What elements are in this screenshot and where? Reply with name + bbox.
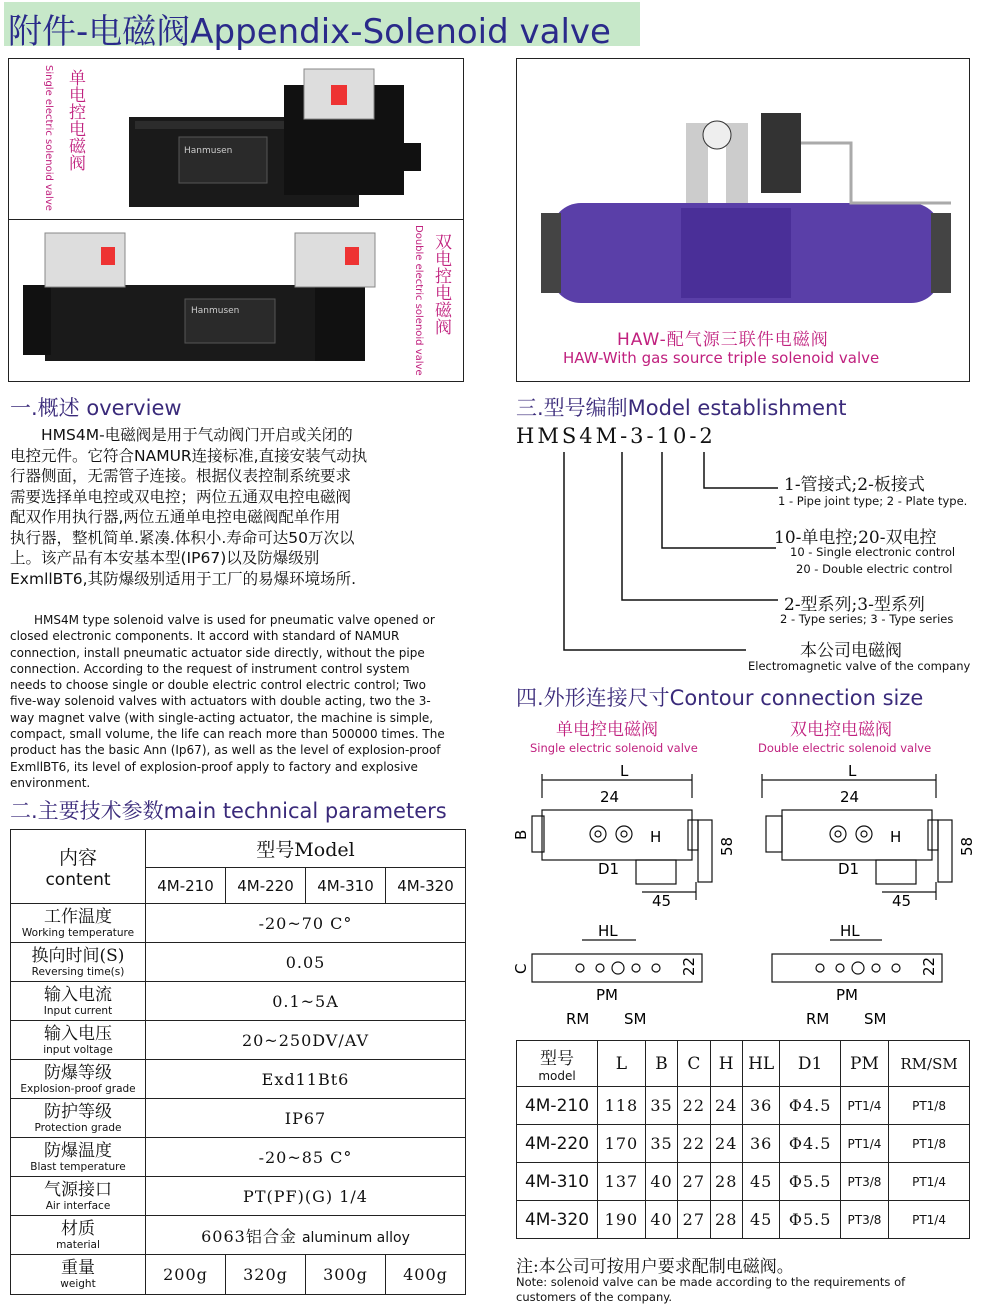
model-col: 4M-220: [226, 868, 306, 904]
content-header: 内容 content: [11, 830, 146, 904]
model-code-diagram: [516, 450, 796, 660]
overview-cn-text: HMS4M-电磁阀是用于气动阀门开启或关闭的 电控元件。它符合NAMUR连接标准,直接安装气动执 行器侧面，无需管子连接。根据仪表控制系统要求 需要选择单电控或双电控；两位五通双电控电磁阀 配双作用执行器,两位五通单电控电磁阀配单作用 执行器，整机简单.紧凑.体积小.寿命可达50万次以 上。该产品有本安基本型(IP67)以及防爆级别 ExmllBT6,其防爆级别适用于工厂的易爆环境场所.: [10, 426, 368, 588]
table-row: 输入电压 input voltage 20~250DV/AV: [11, 1021, 466, 1060]
double-drawing-title-cn: 双电控电磁阀: [790, 720, 892, 740]
model-item-2-en: 10 - Single electronic control: [790, 545, 956, 559]
svg-text:24: 24: [600, 788, 620, 806]
single-dimension-drawing: [512, 758, 736, 1038]
svg-text:H: H: [650, 828, 662, 846]
svg-text:Hanmusen: Hanmusen: [191, 306, 240, 316]
actuator-photo-panel: [516, 58, 970, 382]
svg-text:RM: RM: [566, 1010, 590, 1028]
contour-heading: 四.外形连接尺寸Contour connection size: [516, 686, 924, 710]
model-item-3-cn: 2-型系列;3-型系列: [784, 595, 925, 615]
single-valve-label-cn: 单电控电磁阀: [65, 69, 85, 171]
overview-en-text: HMS4M type solenoid valve is used for pneumatic valve opened or closed electronic components. It accord with standard of NAMUR connection, install pneumatic actuator side directly, without the pipe connection. According to the request of instrument control system needs to choose single or double electric control electric control; Two five-way solenoid valves with actuators with double acting, two the 3- way magnet valve (with single-acting actuator, the machine is simple, compact, small volume, the life can reach more than 500000 times. The product has the basic Ann (Ip67), as well as the level of explosion-proof ExmllBT6, its level of explosion-proof apply to factory and explosive environment.: [10, 613, 445, 790]
model-item-2-en2: 20 - Double electric control: [796, 562, 953, 576]
double-drawing-title-en: Double electric solenoid valve: [758, 741, 932, 755]
svg-text:PM: PM: [836, 986, 858, 1004]
svg-text:C: C: [512, 963, 530, 974]
model-item-3-en: 2 - Type series; 3 - Type series: [780, 612, 954, 626]
double-valve-image: [15, 225, 415, 375]
table-row: 4M-210 118 35 22 24 36 Φ4.5 PT1/4 PT1/8: [517, 1087, 970, 1125]
model-col: 4M-320: [386, 868, 466, 904]
actuator-label-en: HAW-With gas source triple solenoid valve: [563, 349, 880, 367]
note-en-2: customers of the company.: [516, 1290, 673, 1304]
table-row: 防护等级 Protection grade IP67: [11, 1099, 466, 1138]
table-row: 气源接口 Air interface PT(PF)(G) 1/4: [11, 1177, 466, 1216]
dimensions-table: 型号 model L B C H HL D1 PM RM/SM 4M-210 118 35 22 24 36 Φ4.5 PT1/4 PT1/8 4M-220 170 35 22 24 36 Φ4.5 PT1/4 PT1/8 4M-310 137 40 27 28 45 Φ5.5 PT3/8 PT1/4 4M-320 190 40 27 28 45 Φ5.5 PT3/8 PT1/4: [516, 1040, 970, 1239]
double-dimension-drawing: [752, 758, 976, 1038]
svg-text:B: B: [512, 829, 530, 840]
svg-text:HL: HL: [840, 922, 860, 940]
svg-text:D1: D1: [838, 860, 860, 878]
table-row: 4M-220 170 35 22 24 36 Φ4.5 PT1/4 PT1/8: [517, 1125, 970, 1163]
single-valve-image: [69, 63, 449, 219]
svg-text:58: 58: [718, 836, 736, 856]
svg-text:L: L: [848, 762, 857, 780]
svg-text:Hanmusen: Hanmusen: [184, 146, 233, 156]
svg-text:D1: D1: [598, 860, 620, 878]
svg-text:L: L: [620, 762, 629, 780]
table-row: 防爆等级 Explosion-proof grade Exd11Bt6: [11, 1060, 466, 1099]
model-heading: 三.型号编制Model establishment: [516, 396, 847, 420]
svg-text:22: 22: [920, 956, 938, 976]
note-en: Note: solenoid valve can be made according to the requirements of: [516, 1275, 906, 1289]
single-drawing-title-cn: 单电控电磁阀: [556, 720, 658, 740]
svg-text:45: 45: [652, 892, 672, 910]
params-table: [10, 829, 466, 1295]
model-col: 4M-310: [306, 868, 386, 904]
svg-text:HL: HL: [598, 922, 618, 940]
svg-text:H: H: [890, 828, 902, 846]
model-item-2-cn: 10-单电控;20-双电控: [774, 528, 937, 548]
valve-photo-panel: [8, 58, 464, 382]
svg-text:24: 24: [840, 788, 860, 806]
table-row: 防爆温度 Blast temperature -20~85 C°: [11, 1138, 466, 1177]
model-code: HMS4M-3-10-2: [516, 424, 716, 448]
model-item-4-en: Electromagnetic valve of the company: [748, 659, 971, 673]
svg-text:RM: RM: [806, 1010, 830, 1028]
actuator-image: [521, 63, 965, 323]
svg-text:SM: SM: [624, 1010, 647, 1028]
table-row: 输入电流 Input current 0.1~5A: [11, 982, 466, 1021]
model-item-1-cn: 1-管接式;2-板接式: [784, 475, 925, 495]
params-heading: 二.主要技术参数main technical parameters: [10, 799, 447, 823]
single-drawing-title-en: Single electric solenoid valve: [530, 741, 698, 755]
table-row: 4M-320 190 40 27 28 45 Φ5.5 PT3/8 PT1/4: [517, 1201, 970, 1239]
table-row: 材质 material 6063铝合金 aluminum alloy: [11, 1216, 466, 1255]
table-row: 工作温度 Working temperature -20~70 C°: [11, 904, 466, 943]
svg-text:SM: SM: [864, 1010, 887, 1028]
model-item-1-en: 1 - Pipe joint type; 2 - Plate type.: [778, 494, 968, 508]
svg-text:22: 22: [680, 956, 698, 976]
model-item-4-cn: 本公司电磁阀: [800, 641, 902, 661]
double-valve-label-en: Double electric solenoid valve: [413, 225, 424, 376]
svg-text:45: 45: [892, 892, 912, 910]
actuator-label-cn: HAW-配气源三联件电磁阀: [617, 330, 829, 350]
double-valve-label-cn: 双电控电磁阀: [431, 233, 451, 335]
model-header: 型号Model: [146, 830, 466, 868]
table-row: 换向时间(S) Reversing time(s) 0.05: [11, 943, 466, 982]
single-valve-label-en: Single electric solenoid valve: [43, 65, 54, 211]
overview-heading: 一.概述 overview: [10, 396, 182, 420]
weight-row: 重量 weight 200g 320g 300g 400g: [11, 1255, 466, 1295]
svg-text:58: 58: [958, 836, 976, 856]
note-cn: 注:本公司可按用户要求配制电磁阀。: [516, 1257, 794, 1277]
svg-text:PM: PM: [596, 986, 618, 1004]
page-title: 附件-电磁阀Appendix-Solenoid valve: [8, 12, 611, 52]
table-row: 4M-310 137 40 27 28 45 Φ5.5 PT3/8 PT1/4: [517, 1163, 970, 1201]
model-col: 4M-210: [146, 868, 226, 904]
